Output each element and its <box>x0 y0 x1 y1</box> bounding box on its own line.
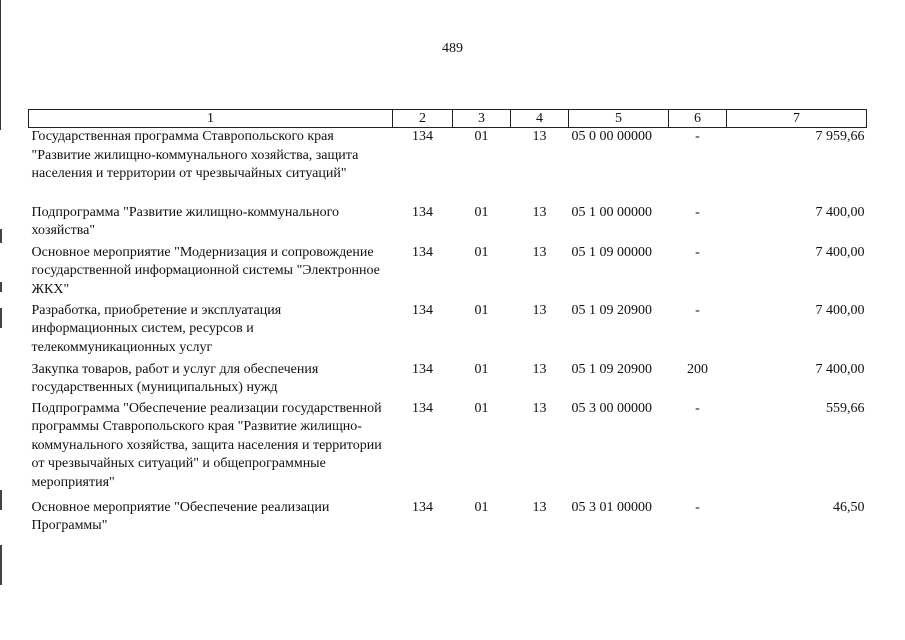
column-header-3: 3 <box>453 110 511 128</box>
table-row <box>29 499 867 539</box>
table-row <box>29 244 867 302</box>
column-header-5: 5 <box>569 110 669 128</box>
row-col3: 01 <box>474 302 489 318</box>
table-row <box>29 400 867 499</box>
row-col7: 559,66 <box>826 400 865 416</box>
row-col2: 134 <box>412 204 433 220</box>
row-col4: 13 <box>532 302 547 318</box>
scan-mark <box>0 490 2 510</box>
row-col2: 134 <box>412 361 433 377</box>
row-col6: - <box>695 204 700 220</box>
column-header-6: 6 <box>669 110 727 128</box>
scan-mark <box>0 229 2 243</box>
row-name: Подпрограмма "Развитие жилищно-коммунального хозяйства" <box>31 204 339 238</box>
row-col2: 134 <box>412 400 433 416</box>
row-name: Основное мероприятие "Обеспечение реализации Программы" <box>31 499 330 533</box>
row-col4: 13 <box>532 204 547 220</box>
row-col7: 7 400,00 <box>815 361 865 377</box>
row-col4: 13 <box>532 129 547 144</box>
row-col6: - <box>695 499 700 515</box>
row-name: Подпрограмма "Обеспечение реализации государственной программы Ставропольского края "Развитие жилищно-коммунального хозяйства, защита населения и территории от чрезвычайных ситуаций" и общепрограммные мероприятия" <box>31 400 382 490</box>
row-col5: 05 1 09 00000 <box>571 244 652 260</box>
row-col7: 7 400,00 <box>815 302 865 318</box>
row-col3: 01 <box>474 204 489 220</box>
scan-mark <box>0 545 2 585</box>
row-col3: 01 <box>474 400 489 416</box>
row-col5: 05 0 00 00000 <box>571 129 652 144</box>
scan-mark <box>0 308 2 328</box>
row-col2: 134 <box>412 244 433 260</box>
row-col3: 01 <box>474 129 489 144</box>
scan-mark <box>0 282 2 292</box>
row-col4: 13 <box>532 499 547 515</box>
row-col5: 05 1 00 00000 <box>571 204 652 220</box>
row-col7: 7 400,00 <box>815 204 865 220</box>
row-name: Разработка, приобретение и эксплуатация информационных систем, ресурсов и телекоммуникационных услуг <box>31 302 282 355</box>
row-col2: 134 <box>412 129 433 144</box>
column-header-4: 4 <box>511 110 569 128</box>
row-col7: 7 400,00 <box>815 244 865 260</box>
row-col2: 134 <box>412 302 433 318</box>
row-col3: 01 <box>474 361 489 377</box>
row-col6: - <box>695 244 700 260</box>
page-left-edge-line <box>0 0 1 130</box>
row-col7: 7 959,66 <box>815 129 865 144</box>
row-col6: - <box>695 129 700 144</box>
page-number: 489 <box>442 41 463 56</box>
table-row <box>29 204 867 244</box>
row-col6: 200 <box>687 361 708 377</box>
row-col4: 13 <box>532 244 547 260</box>
header-row <box>29 110 867 128</box>
row-col5: 05 3 01 00000 <box>571 499 652 515</box>
row-name: Государственная программа Ставропольского края "Развитие жилищно-коммунального хозяйства, защита населения и территории от чрезвычайных ситуаций" <box>31 129 359 181</box>
row-col3: 01 <box>474 244 489 260</box>
row-col5: 05 1 09 20900 <box>571 361 652 377</box>
row-col5: 05 1 09 20900 <box>571 302 652 318</box>
row-name: Закупка товаров, работ и услуг для обеспечения государственных (муниципальных) нужд <box>31 361 319 395</box>
column-header-2: 2 <box>393 110 453 128</box>
row-col4: 13 <box>532 400 547 416</box>
row-col7: 46,50 <box>833 499 865 515</box>
row-col6: - <box>695 302 700 318</box>
row-col5: 05 3 00 00000 <box>571 400 652 416</box>
row-col6: - <box>695 400 700 416</box>
row-col2: 134 <box>412 499 433 515</box>
row-col3: 01 <box>474 499 489 515</box>
row-col4: 13 <box>532 361 547 377</box>
row-name: Основное мероприятие "Модернизация и сопровождение государственной информационной системы "Электронное ЖКХ" <box>31 244 380 297</box>
table-row <box>29 302 867 361</box>
table-row <box>29 128 867 204</box>
column-header-7: 7 <box>727 110 867 128</box>
budget-table <box>28 109 867 539</box>
column-header-1: 1 <box>29 110 393 128</box>
table-row <box>29 361 867 400</box>
